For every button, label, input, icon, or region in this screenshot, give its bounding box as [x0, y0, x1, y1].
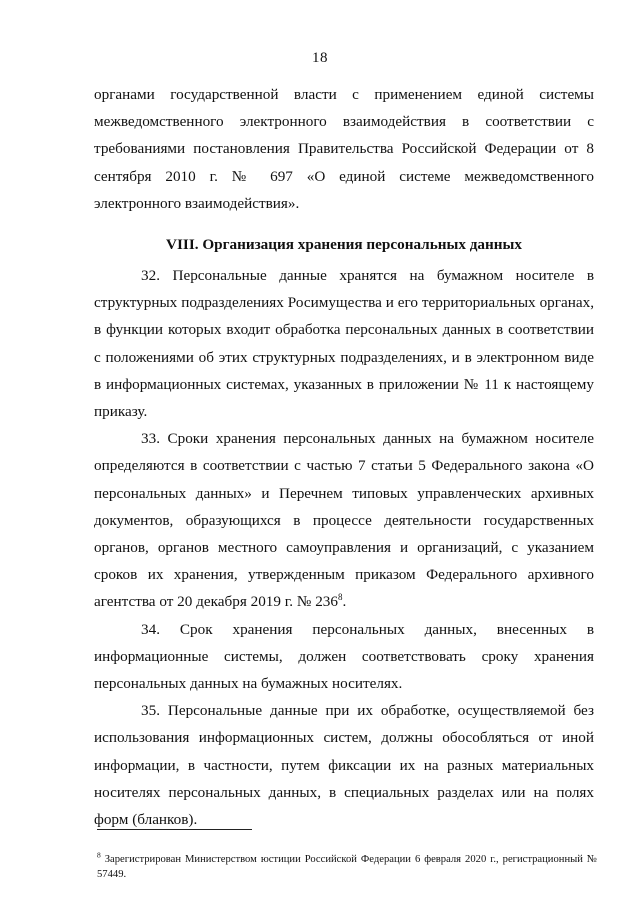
page-number: 18	[312, 50, 328, 66]
paragraph-33-tail: .	[342, 593, 347, 611]
footnote-divider	[97, 829, 252, 830]
section-heading: VIII. Организация хранения персональных данных	[166, 236, 522, 253]
paragraph-33	[94, 425, 594, 615]
footnote-reference: 8	[337, 592, 343, 603]
paragraph-32: 32. Персональные данные хранятся на бумажном носителе в структурных подразделениях Росимущества и его территориальных органах, в функции которых входит обработка персональных данных в соответствии с положениями об этих структурных подразделениях, и в электронном виде в информационных системах, указанных в приложении № 11 к настоящему приказу.	[94, 267, 594, 421]
paragraph-34: 34. Срок хранения персональных данных, внесенных в информационные системы, должен соответствовать сроку хранения персональных данных на бумажных носителях.	[94, 620, 594, 693]
paragraph-35: 35. Персональные данные при их обработке, осуществляемой без использования информационных систем, должны обособляться от иной информации, в частности, путем фиксации их на разных материальных носителях персональных данных, в специальных разделах или на полях форм (бланков).	[94, 702, 594, 829]
footnote-marker: 8	[97, 850, 101, 860]
footnote-8	[97, 852, 597, 882]
footnote-text: Зарегистрирован Министерством юстиции Российской Федерации 6 февраля 2020 г., регистрационный № 57449.	[97, 854, 597, 880]
section-body	[94, 262, 594, 833]
paragraph-33-text: 33. Сроки хранения персональных данных на бумажном носителе определяются в соответствии с частью 7 статьи 5 Федерального закона «О персональных данных» и Перечнем типовых управленческих архивных документов, образующихся в процессе деятельности государственных органов, органов местного самоуправления и организаций, с указанием сроков их хранения, утвержденным приказом Федерального архивного агентства от 20 декабря 2019 г. № 236	[94, 430, 594, 611]
continuation-paragraph: органами государственной власти с применением единой системы межведомственного электронного взаимодействия в соответствии с требованиями постановления Правительства Российской Федерации от 8 сентября 2010 г. № 697 «О единой системе межведомственного электронного взаимодействия».	[94, 86, 594, 212]
